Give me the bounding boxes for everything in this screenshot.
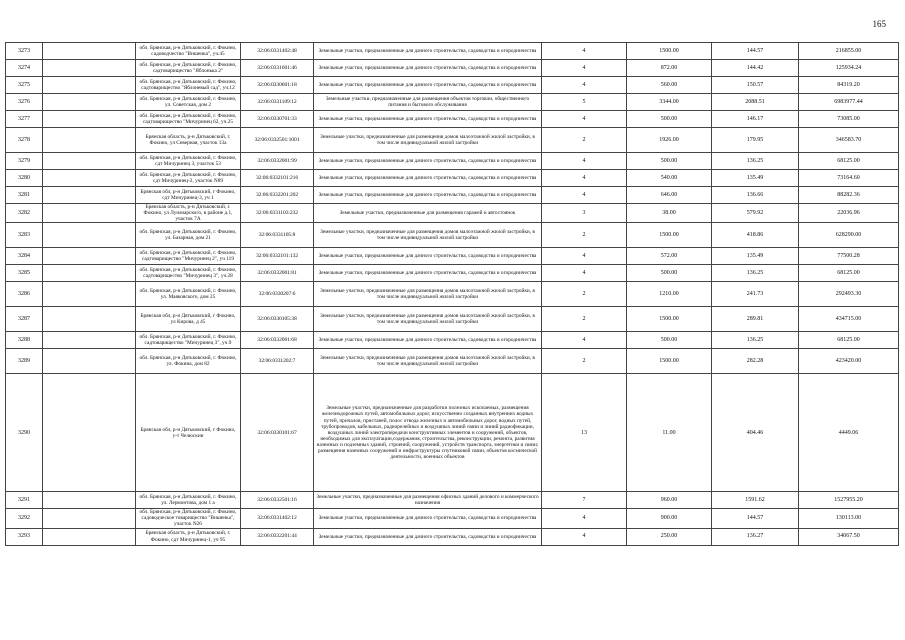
specific-value-cell: 404.46 <box>712 374 799 492</box>
specific-value-cell: 135.49 <box>712 170 799 187</box>
table-row <box>6 349 899 374</box>
group-cell: 4 <box>542 170 627 187</box>
specific-value-cell: 146.17 <box>712 111 799 128</box>
cadastral-value-cell: 73085.00 <box>799 111 899 128</box>
row-number-cell: 3273 <box>6 43 43 60</box>
table-body <box>6 43 899 546</box>
address-cell: обл. Брянская, р-н Дятьковский, г. Фокино, ул. Лермонтова, дом 1 а <box>136 492 241 509</box>
group-cell: 2 <box>542 128 627 153</box>
row-number-cell: 3275 <box>6 77 43 94</box>
area-cell: 960.00 <box>627 492 712 509</box>
specific-value-cell: 136.25 <box>712 153 799 170</box>
row-number-cell: 3289 <box>6 349 43 374</box>
specific-value-cell: 150.57 <box>712 77 799 94</box>
land-use-purpose-cell: Земельные участки, предназначенные для размещения домов малоэтажной жилой застройки, в том числе индивидуальной жилой застройки <box>314 223 542 248</box>
cadastral-number-cell: 32:06:0332201:44 <box>241 528 314 545</box>
land-use-purpose-cell: Земельные участки, предназначенные для дачного строительства, садоводства и огородничества <box>314 248 542 265</box>
row-number-cell: 3288 <box>6 332 43 349</box>
empty-cell <box>43 204 136 223</box>
empty-cell <box>43 307 136 332</box>
group-cell: 3 <box>542 204 627 223</box>
area-cell: 1500.00 <box>627 349 712 374</box>
land-use-purpose-cell: Земельные участки, предназначенные для дачного строительства, садоводства и огородничества <box>314 509 542 528</box>
address-cell: обл. Брянская, р-н Дятьковский, г. Фокино, садтоварищество "Мичуринец 2", уч 119 <box>136 248 241 265</box>
group-cell: 2 <box>542 282 627 307</box>
row-number-cell: 3290 <box>6 374 43 492</box>
address-cell: Брянская область, р-н Дятьковский, г. Фокино, ул Луначарского, в районе д.1, участок 7А <box>136 204 241 223</box>
empty-cell <box>43 492 136 509</box>
cadastral-value-cell: 423420.00 <box>799 349 899 374</box>
area-cell: 3344.00 <box>627 94 712 111</box>
land-use-purpose-cell: Земельные участки, предназначенные для размещения домов малоэтажной жилой застройки, в том числе индивидуальной жилой застройки <box>314 349 542 374</box>
empty-cell <box>43 94 136 111</box>
row-number-cell: 3292 <box>6 509 43 528</box>
area-cell: 1210.00 <box>627 282 712 307</box>
specific-value-cell: 136.25 <box>712 265 799 282</box>
group-cell: 7 <box>542 492 627 509</box>
table-row <box>6 187 899 204</box>
cadastral-number-cell: 32:06:0332001:81 <box>241 265 314 282</box>
row-number-cell: 3283 <box>6 223 43 248</box>
land-use-purpose-cell: Земельные участки, предназначенные для дачного строительства, садоводства и огородничества <box>314 153 542 170</box>
specific-value-cell: 135.49 <box>712 248 799 265</box>
land-use-purpose-cell: Земельные участки, предназначенные для размещения домов малоэтажной жилой застройки, в том числе индивидуальной жилой застройки <box>314 307 542 332</box>
land-use-purpose-cell: Земельные участки, предназначенные для дачного строительства, садоводства и огородничества <box>314 111 542 128</box>
group-cell: 4 <box>542 111 627 128</box>
table-row <box>6 492 899 509</box>
empty-cell <box>43 111 136 128</box>
area-cell: 500.00 <box>627 332 712 349</box>
table-row <box>6 43 899 60</box>
land-use-purpose-cell: Земельные участки, предназначенные для дачного строительства, садоводства и огородничества <box>314 43 542 60</box>
row-number-cell: 3293 <box>6 528 43 545</box>
cadastral-value-cell: 434715.00 <box>799 307 899 332</box>
table-row <box>6 204 899 223</box>
cadastral-number-cell: 32:06:0330701:33 <box>241 111 314 128</box>
empty-cell <box>43 282 136 307</box>
cadastral-number-cell: 32:06:0332501:1001 <box>241 128 314 153</box>
land-use-purpose-cell: Земельные участки, предназначенные для размещения офисных зданий делового и коммерческого назначения <box>314 492 542 509</box>
group-cell: 4 <box>542 60 627 77</box>
cadastral-number-cell: 32:06:0332101:132 <box>241 248 314 265</box>
row-number-cell: 3276 <box>6 94 43 111</box>
area-cell: 500.00 <box>627 111 712 128</box>
address-cell: обл. Брянская, р-н Дятьковский, г. Фокино, садоводческое товарищество "Вишенка", участок N26 <box>136 509 241 528</box>
specific-value-cell: 136.25 <box>712 332 799 349</box>
specific-value-cell: 2088.51 <box>712 94 799 111</box>
row-number-cell: 3284 <box>6 248 43 265</box>
group-cell: 4 <box>542 43 627 60</box>
cadastral-number-cell: 32:06:0332101:216 <box>241 170 314 187</box>
cadastral-value-cell: 34067.50 <box>799 528 899 545</box>
address-cell: обл. Брянская, р-н Дятьковский, г. Фокино, садтоварищество "Яблонька 2" <box>136 60 241 77</box>
table-row <box>6 153 899 170</box>
address-cell: Брянская область, р-н Дятьковский, г. Фокино, ул Северная, участок 13а <box>136 128 241 153</box>
group-cell: 4 <box>542 265 627 282</box>
address-cell: обл. Брянская, р-н Дятьковский, г. Фокино, ул. Маяковского, дом 25 <box>136 282 241 307</box>
cadastral-value-cell: 130113.00 <box>799 509 899 528</box>
land-use-purpose-cell: Земельные участки, предназначенные для дачного строительства, садоводства и огородничества <box>314 332 542 349</box>
cadastral-value-cell: 68125.00 <box>799 153 899 170</box>
land-use-purpose-cell: Земельные участки, предназначенные для размещения объектов торговли, общественного питания и бытового обслуживания <box>314 94 542 111</box>
group-cell: 4 <box>542 248 627 265</box>
cadastral-number-cell: 32:06:0332001:99 <box>241 153 314 170</box>
cadastral-number-cell: 32:06:0332501:16 <box>241 492 314 509</box>
specific-value-cell: 136.66 <box>712 187 799 204</box>
land-use-purpose-cell: Земельные участки, предназначенные для размещения домов малоэтажной жилой застройки, в том числе индивидуальной жилой застройки <box>314 128 542 153</box>
area-cell: 500.00 <box>627 153 712 170</box>
cadastral-value-cell: 84319.20 <box>799 77 899 94</box>
specific-value-cell: 579.92 <box>712 204 799 223</box>
empty-cell <box>43 60 136 77</box>
row-number-cell: 3291 <box>6 492 43 509</box>
area-cell: 38.00 <box>627 204 712 223</box>
address-cell: обл. Брянская, р-н Дятьковский, г. Фокино, садтоварищество "Мичуринец 3", уч.9 <box>136 332 241 349</box>
cadastral-number-cell: 32:06:0331402:48 <box>241 43 314 60</box>
group-cell: 2 <box>542 223 627 248</box>
address-cell: обл. Брянская, р-н Дятьковский, г. Фокино, ул. Фокина, дом 82 <box>136 349 241 374</box>
table-row <box>6 332 899 349</box>
land-use-purpose-cell: Земельные участки, предназначенные для размещения домов малоэтажной жилой застройки, в том числе индивидуальной жилой застройки <box>314 282 542 307</box>
area-cell: 540.00 <box>627 170 712 187</box>
cadastral-value-cell: 628290.00 <box>799 223 899 248</box>
empty-cell <box>43 332 136 349</box>
cadastral-value-cell: 68125.00 <box>799 332 899 349</box>
cadastral-value-cell: 88282.36 <box>799 187 899 204</box>
address-cell: обл. Брянская, р-н Дятьковский, г. Фокино, сдт Мичуринец-2, участок N89 <box>136 170 241 187</box>
land-use-purpose-cell: Земельные участки, предназначенные для разработки полезных ископаемых, размещения железнодорожных путей, автомобильных дорог, искусственно созданных внутренних водных путей, причалов, пристаней, полос отвода железных и автомобильных дорог, водных путей, трубопроводов, кабельных, радиорелейных и воздушных линий связи и линий радиофикации, воздушных линий электропередачи конструктивных элементов и сооружений, объектов, необходимых для эксплуатации,содержания, строительства, реконструкции, ремонта, развития наземных и подземных зданий, строений, сооружений, устройств транспорта, энергетики и связи; размещения наземных сооружений и инфраструктуры спутниковой связи, объектов космической деятельности, военных объектов <box>314 374 542 492</box>
specific-value-cell: 418.86 <box>712 223 799 248</box>
area-cell: 1500.00 <box>627 223 712 248</box>
specific-value-cell: 282.28 <box>712 349 799 374</box>
row-number-cell: 3282 <box>6 204 43 223</box>
row-number-cell: 3277 <box>6 111 43 128</box>
cadastral-number-cell: 32:06:0331105:8 <box>241 223 314 248</box>
area-cell: 572.00 <box>627 248 712 265</box>
specific-value-cell: 144.42 <box>712 60 799 77</box>
land-use-purpose-cell: Земельные участки, предназначенные для дачного строительства, садоводства и огородничества <box>314 187 542 204</box>
page-number: 165 <box>872 19 886 29</box>
cadastral-number-cell: 32:06:0331109:12 <box>241 94 314 111</box>
land-use-purpose-cell: Земельные участки, предназначенные для дачного строительства, садоводства и огородничества <box>314 265 542 282</box>
cadastral-number-cell: 32:06:0332201:202 <box>241 187 314 204</box>
area-cell: 500.00 <box>627 265 712 282</box>
table-row <box>6 223 899 248</box>
empty-cell <box>43 43 136 60</box>
specific-value-cell: 241.73 <box>712 282 799 307</box>
table-row <box>6 60 899 77</box>
address-cell: обл. Брянская, р-н Дятьковский, г. Фокино, садоводчество "Вишенка", уч.45 <box>136 43 241 60</box>
group-cell: 4 <box>542 153 627 170</box>
cadastral-value-cell: 68125.00 <box>799 265 899 282</box>
address-cell: обл. Брянская, р-н Дятьковский, г. Фокино, садтоварищество "Мичуринец 3", уч.28 <box>136 265 241 282</box>
empty-cell <box>43 265 136 282</box>
empty-cell <box>43 77 136 94</box>
cadastral-number-cell: 32:06:0330101:67 <box>241 374 314 492</box>
area-cell: 872.00 <box>627 60 712 77</box>
empty-cell <box>43 153 136 170</box>
row-number-cell: 3280 <box>6 170 43 187</box>
cadastral-number-cell: 32:06:0330105:38 <box>241 307 314 332</box>
table-row <box>6 282 899 307</box>
address-cell: Брянская обл, р-н Дятьковский, г Фокино, у-т Челюскин <box>136 374 241 492</box>
land-use-purpose-cell: Земельные участки, предназначенные для дачного строительства, садоводства и огородничества <box>314 528 542 545</box>
row-number-cell: 3274 <box>6 60 43 77</box>
cadastral-value-cell: 6983977.44 <box>799 94 899 111</box>
specific-value-cell: 289.81 <box>712 307 799 332</box>
row-number-cell: 3278 <box>6 128 43 153</box>
cadastral-value-table <box>5 42 899 546</box>
specific-value-cell: 144.57 <box>712 509 799 528</box>
area-cell: 1500.00 <box>627 43 712 60</box>
table-row <box>6 111 899 128</box>
cadastral-value-cell: 1527955.20 <box>799 492 899 509</box>
table-row <box>6 528 899 545</box>
area-cell: 11.00 <box>627 374 712 492</box>
group-cell: 13 <box>542 374 627 492</box>
address-cell: обл. Брянская, р-н Дятьковский, г. Фокино, садтоварищество "Мичуринец 62, уч.25 <box>136 111 241 128</box>
table-row <box>6 374 899 492</box>
specific-value-cell: 136.27 <box>712 528 799 545</box>
cadastral-number-cell: 32:06:0332001:68 <box>241 332 314 349</box>
empty-cell <box>43 170 136 187</box>
address-cell: Брянская обл, р-н Дятьковский, г Фокино, ул Кирова, д 45 <box>136 307 241 332</box>
group-cell: 2 <box>542 349 627 374</box>
area-cell: 1500.00 <box>627 307 712 332</box>
table-row <box>6 77 899 94</box>
area-cell: 900.00 <box>627 509 712 528</box>
group-cell: 5 <box>542 94 627 111</box>
cadastral-number-cell: 32:06:0330207:6 <box>241 282 314 307</box>
area-cell: 646.00 <box>627 187 712 204</box>
empty-cell <box>43 223 136 248</box>
address-cell: обл. Брянская, р-н Дятьковский, г. Фокино, ул. Базарная, дом 21 <box>136 223 241 248</box>
specific-value-cell: 179.95 <box>712 128 799 153</box>
group-cell: 4 <box>542 187 627 204</box>
row-number-cell: 3279 <box>6 153 43 170</box>
group-cell: 4 <box>542 332 627 349</box>
table-row <box>6 509 899 528</box>
address-cell: Брянская обл, р-н Дятьковский, г Фокино, сдт Мичуринец-3, уч 1 <box>136 187 241 204</box>
table-row <box>6 170 899 187</box>
cadastral-number-cell: 32:06:0331402:12 <box>241 509 314 528</box>
row-number-cell: 3285 <box>6 265 43 282</box>
cadastral-number-cell: 32:06:0331202:7 <box>241 349 314 374</box>
cadastral-value-cell: 4449.06 <box>799 374 899 492</box>
row-number-cell: 3287 <box>6 307 43 332</box>
table-row <box>6 94 899 111</box>
cadastral-value-cell: 22036.96 <box>799 204 899 223</box>
area-cell: 1926.00 <box>627 128 712 153</box>
table-row <box>6 265 899 282</box>
empty-cell <box>43 128 136 153</box>
cadastral-number-cell: 32:06:0331103:232 <box>241 204 314 223</box>
group-cell: 4 <box>542 509 627 528</box>
address-cell: обл. Брянская, р-н Дятьковский, г. Фокино, сдт Мичуринец 3, участок 53 <box>136 153 241 170</box>
table-row <box>6 248 899 265</box>
empty-cell <box>43 528 136 545</box>
specific-value-cell: 1591.62 <box>712 492 799 509</box>
cadastral-value-cell: 292493.30 <box>799 282 899 307</box>
cadastral-number-cell: 32:06:0331601:46 <box>241 60 314 77</box>
row-number-cell: 3281 <box>6 187 43 204</box>
empty-cell <box>43 248 136 265</box>
cadastral-value-cell: 125934.24 <box>799 60 899 77</box>
group-cell: 4 <box>542 77 627 94</box>
empty-cell <box>43 509 136 528</box>
area-cell: 560.00 <box>627 77 712 94</box>
group-cell: 2 <box>542 307 627 332</box>
empty-cell <box>43 349 136 374</box>
land-use-purpose-cell: Земельные участки, предназначенные для дачного строительства, садоводства и огородничества <box>314 77 542 94</box>
land-use-purpose-cell: Земельные участки, предназначенные для дачного строительства, садоводства и огородничества <box>314 60 542 77</box>
area-cell: 250.00 <box>627 528 712 545</box>
table-row <box>6 307 899 332</box>
empty-cell <box>43 374 136 492</box>
address-cell: обл. Брянская, р-н Дятьковский, г. Фокино, садтоварищество "Яблоневый сад", уч.12 <box>136 77 241 94</box>
land-use-purpose-cell: Земельные участки, предназначенные для дачного строительства, садоводства и огородничества <box>314 170 542 187</box>
row-number-cell: 3286 <box>6 282 43 307</box>
address-cell: Брянская область, р-н Дятьковский, г. Фокино, сдт Мичуринец-1, уч 95 <box>136 528 241 545</box>
empty-cell <box>43 187 136 204</box>
specific-value-cell: 144.57 <box>712 43 799 60</box>
cadastral-value-cell: 73164.60 <box>799 170 899 187</box>
cadastral-number-cell: 32:06:0330601:18 <box>241 77 314 94</box>
land-use-purpose-cell: Земельные участки, предназначенные для размещения гаражей и автостоянок <box>314 204 542 223</box>
cadastral-value-cell: 77500.28 <box>799 248 899 265</box>
group-cell: 4 <box>542 528 627 545</box>
table-row <box>6 128 899 153</box>
cadastral-value-cell: 216855.00 <box>799 43 899 60</box>
cadastral-value-cell: 346583.70 <box>799 128 899 153</box>
address-cell: обл. Брянская, р-н Дятьковский, г. Фокино, ул. Советская, дом 2 <box>136 94 241 111</box>
